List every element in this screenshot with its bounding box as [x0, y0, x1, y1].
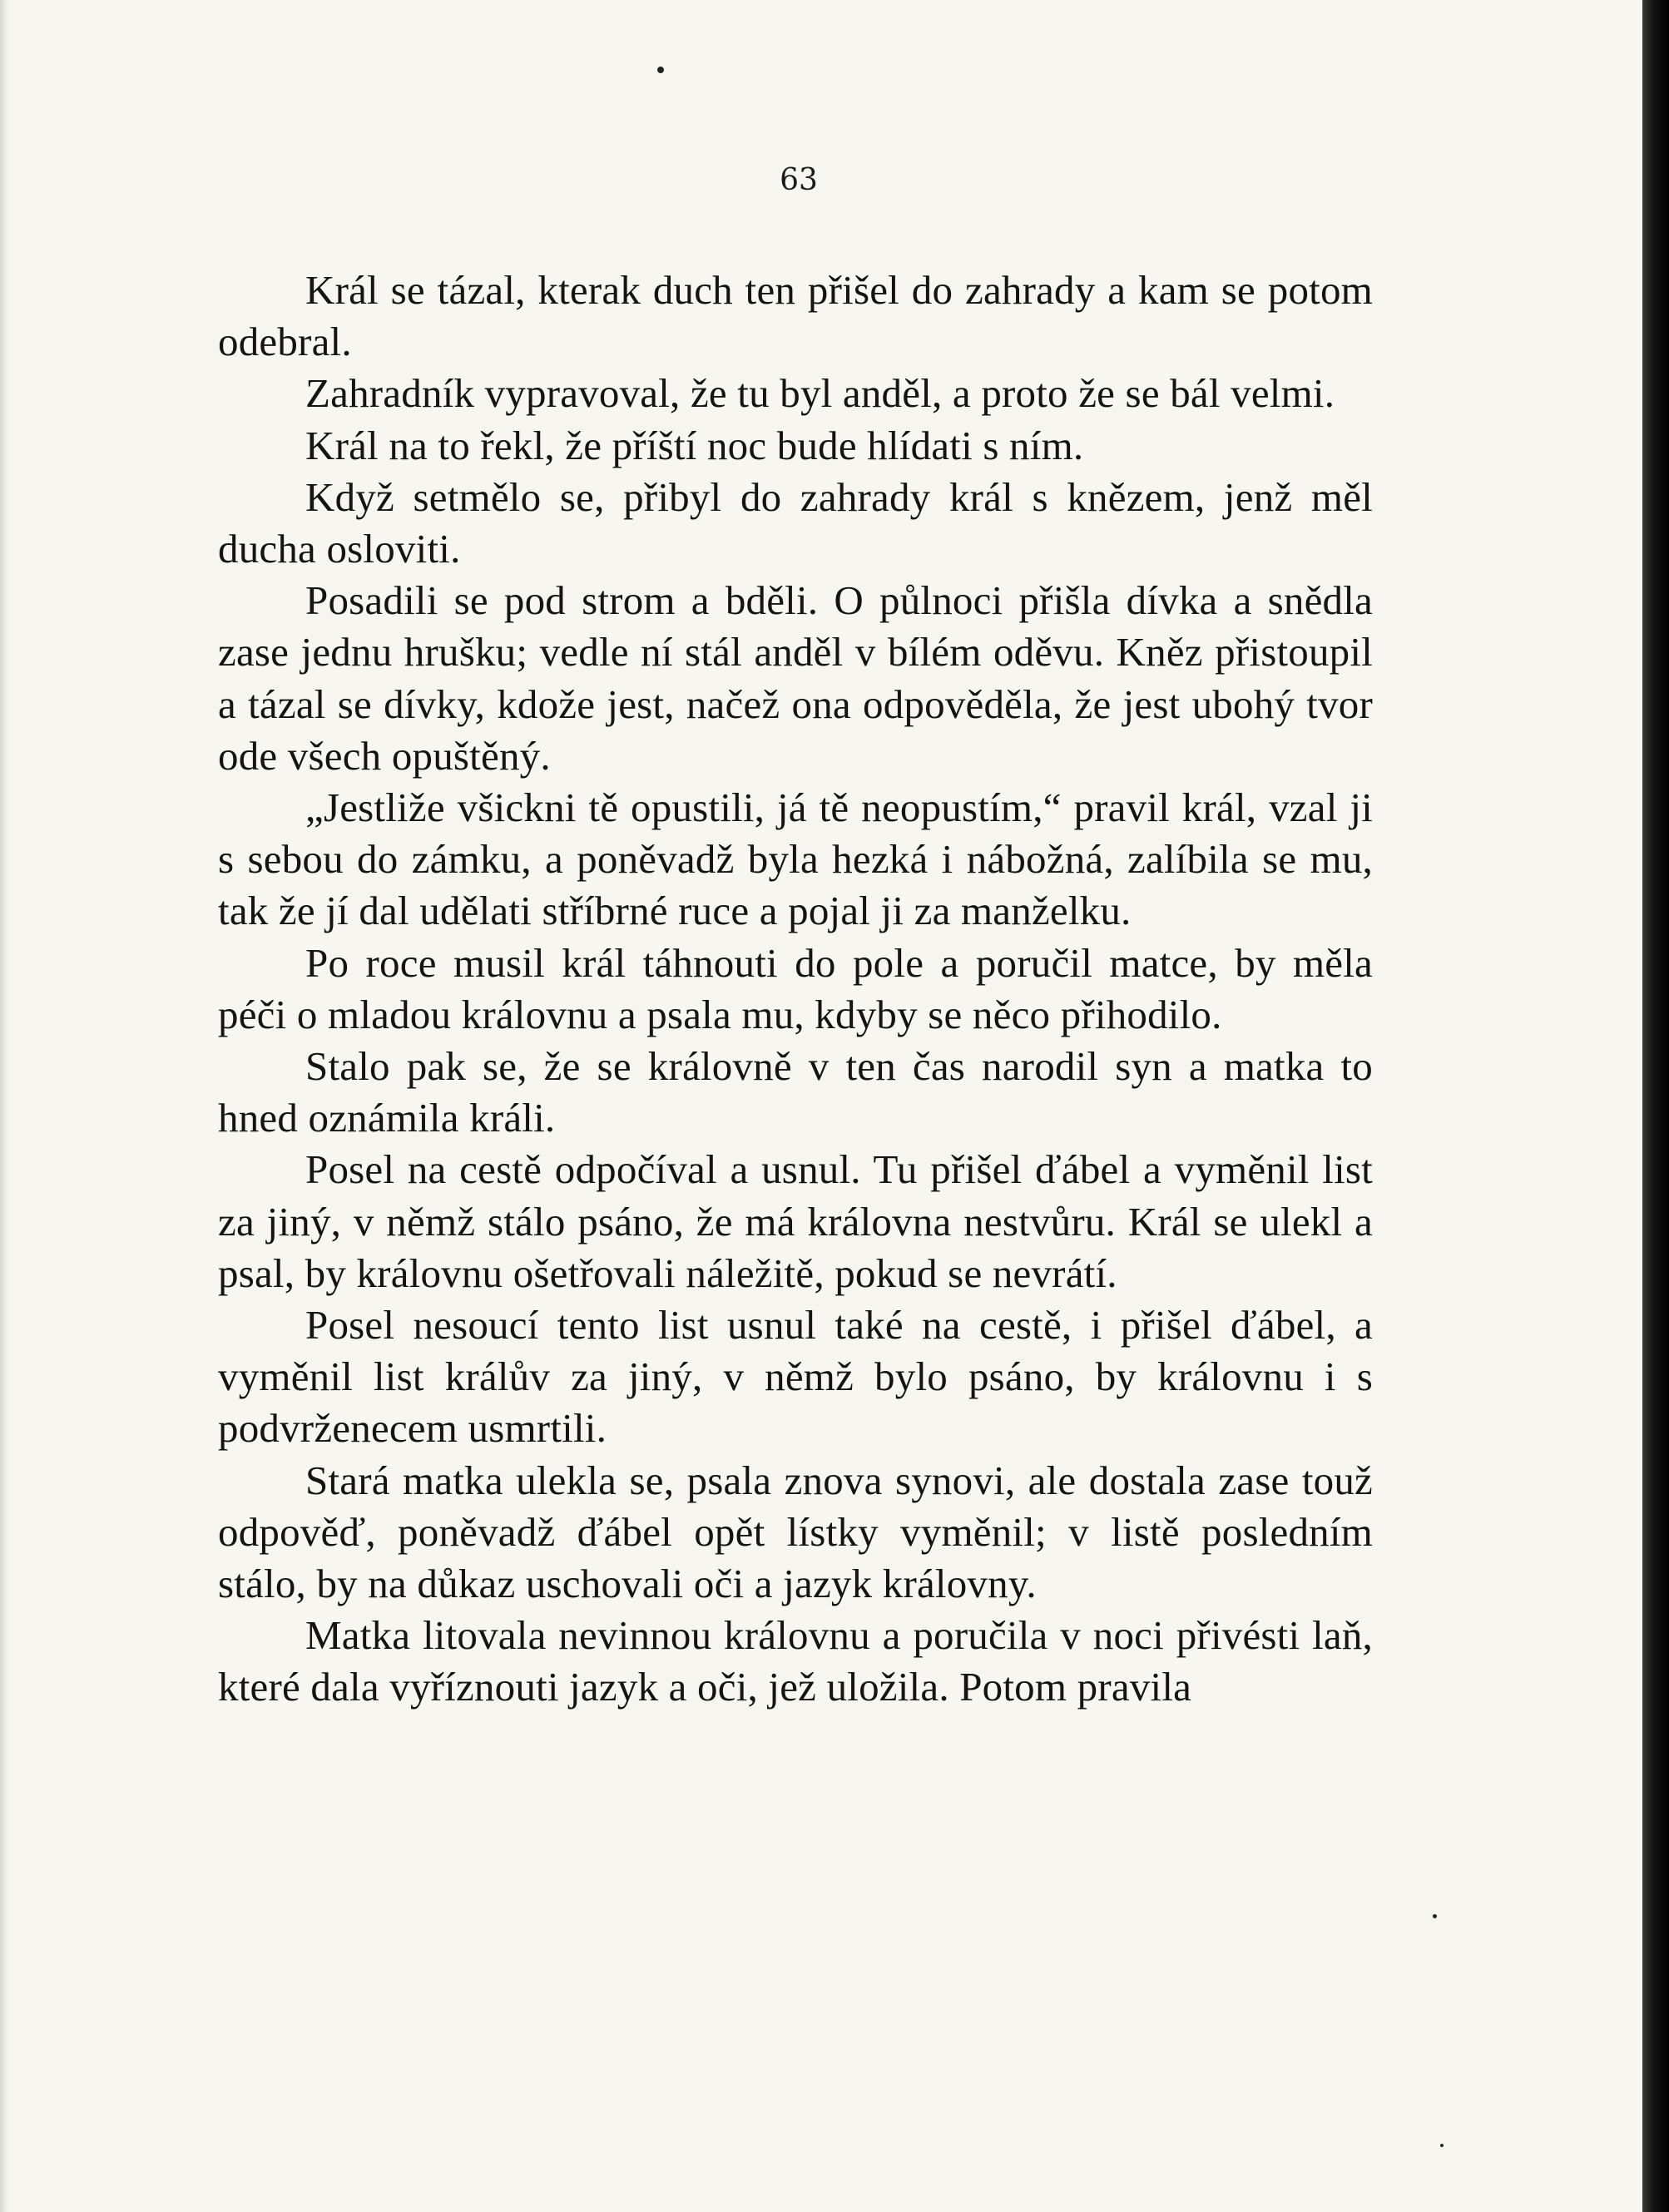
paragraph: Zahradník vypravoval, že tu byl anděl, a proto že se bál velmi. — [305, 370, 1335, 417]
paragraph: Posadili se pod strom a bděli. O půlnoci přišla dívka a snědla zase jednu hrušku; vedle ní stál anděl v bílém oděvu. Kněz přistoupil a tázal se dívky, kdože jest, načež ona odpověděla, že jest ubohý tvor ode všech opuštěný. — [218, 577, 1373, 779]
paragraph: Posel na cestě odpočíval a usnul. Tu přišel ďábel a vyměnil list za jiný, v němž stálo psáno, že má královna nestvůru. Král se ulekl a psal, by královnu ošetřovali náležitě, pokud se nevrátí. — [218, 1146, 1373, 1296]
scan-speck — [1440, 2144, 1444, 2147]
paragraph: Stalo pak se, že se královně v ten čas narodil syn a matka to hned oznámila králi. — [218, 1043, 1373, 1141]
paragraph: Když setmělo se, přibyl do zahrady král s knězem, jenž měl ducha osloviti. — [218, 473, 1373, 572]
scan-speck — [657, 67, 664, 73]
page-number: 63 — [780, 163, 818, 197]
paragraph: Stará matka ulekla se, psala znova synovi, ale dostala zase touž odpověď, poněvadž ďábel opět lístky vyměnil; v listě posledním stálo, by na důkaz uschovali oči a jazyk královny. — [218, 1457, 1373, 1607]
paragraph: „Jestliže všickni tě opustili, já tě neopustím,“ pravil král, vzal ji s sebou do zámku, a poněvadž byla hezká i nábožná, zalíbila se mu, tak že jí dal udělati stříbrné ruce a pojal ji za manželku. — [218, 784, 1373, 934]
paragraph: Matka litovala nevinnou královnu a poručila v noci přivésti laň, které dala vyříznouti jazyk a oči, jež uložila. Potom pravila — [218, 1612, 1373, 1710]
paragraph: Po roce musil král táhnouti do pole a poručil matce, by měla péči o mladou královnu a psala mu, kdyby se něco přihodilo. — [218, 939, 1373, 1037]
scan-speck — [1433, 1914, 1437, 1918]
paragraph: Posel nesoucí tento list usnul také na cestě, i přišel ďábel, a vyměnil list králův za jiný, v němž bylo psáno, by královnu i s podvrženecem usmrtili. — [218, 1302, 1373, 1452]
paragraph: Král se tázal, kterak duch ten přišel do zahrady a kam se potom odebral. — [218, 267, 1373, 365]
scan-right-edge — [1642, 0, 1669, 2212]
scan-left-edge — [0, 0, 8, 2212]
paragraph: Král na to řekl, že příští noc bude hlídati s ním. — [305, 422, 1084, 468]
body-text — [218, 265, 1373, 1714]
